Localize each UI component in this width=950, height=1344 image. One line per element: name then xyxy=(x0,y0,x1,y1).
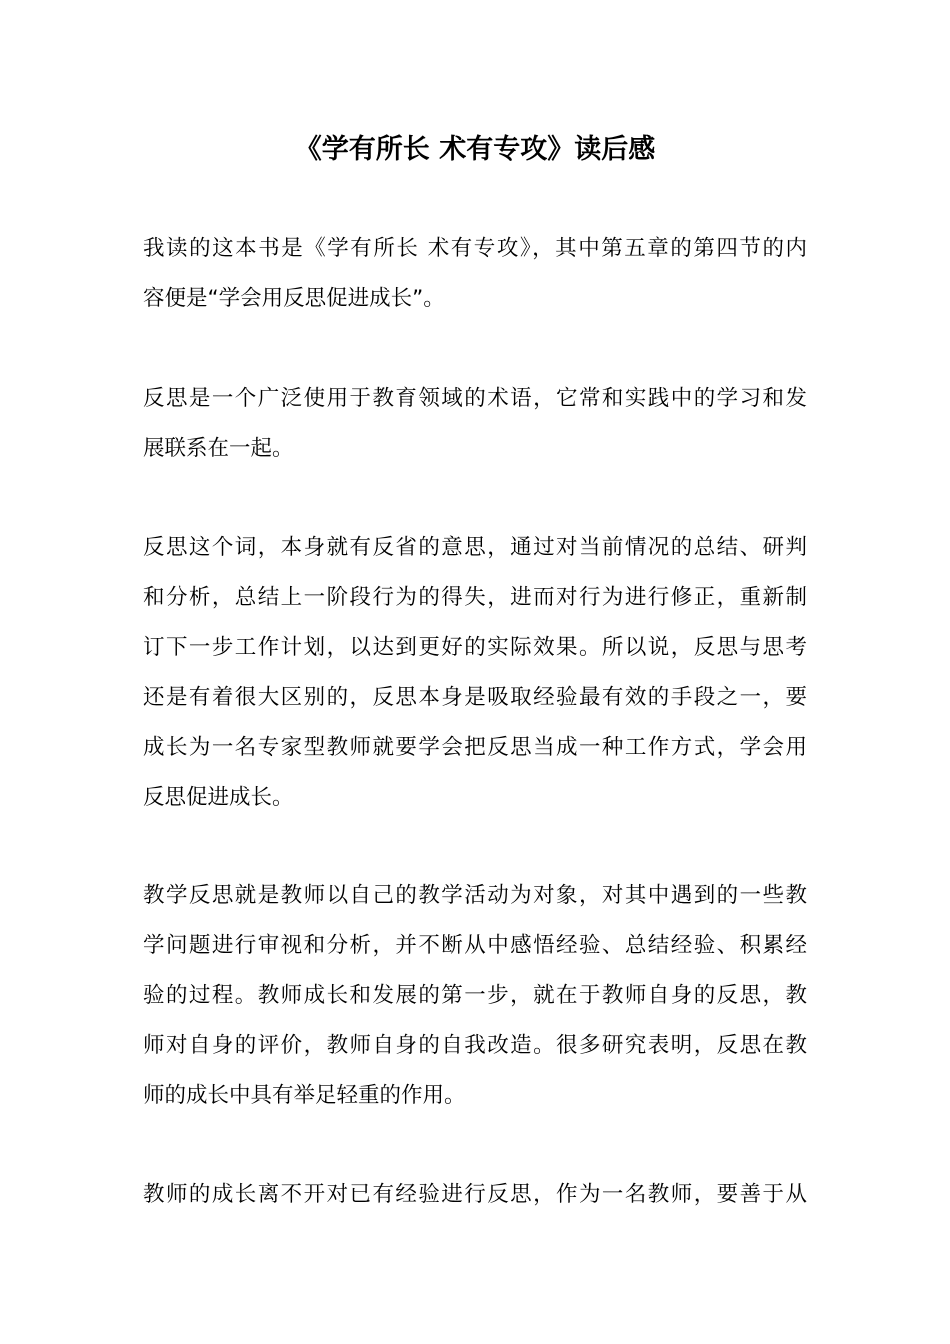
paragraph-line: 成长为一名专家型教师就要学会把反思当成一种工作方式，学会用 xyxy=(143,735,807,760)
paragraph-line: 和分析，总结上一阶段行为的得失，进而对行为进行修正，重新制 xyxy=(143,585,807,610)
paragraph-line: 验的过程。教师成长和发展的第一步，就在于教师自身的反思，教 xyxy=(143,983,807,1008)
paragraph-line: 师的成长中具有举足轻重的作用。 xyxy=(143,1083,466,1108)
paragraph-line: 订下一步工作计划，以达到更好的实际效果。所以说，反思与思考 xyxy=(143,635,807,660)
paragraph-line: 教学反思就是教师以自己的教学活动为对象，对其中遇到的一些教 xyxy=(143,883,807,908)
paragraph-line: 展联系在一起。 xyxy=(143,436,294,461)
paragraph-line: 学问题进行审视和分析，并不断从中感悟经验、总结经验、积累经 xyxy=(143,933,807,958)
paragraph-5 xyxy=(143,1170,807,1220)
paragraph-line: 反思是一个广泛使用于教育领域的术语，它常和实践中的学习和发 xyxy=(143,386,807,411)
paragraph-line: 反思这个词，本身就有反省的意思，通过对当前情况的总结、研判 xyxy=(143,535,807,560)
paragraph-4 xyxy=(143,871,807,1121)
paragraph-line: 我读的这本书是《学有所长 术有专攻》，其中第五章的第四节的内 xyxy=(143,236,807,261)
paragraph-3 xyxy=(143,523,807,823)
paragraph-line: 师对自身的评价，教师自身的自我改造。很多研究表明，反思在教 xyxy=(143,1033,807,1058)
paragraph-1 xyxy=(143,224,807,324)
document-title: 《学有所长 术有专攻》读后感 xyxy=(294,134,656,165)
paragraph-2 xyxy=(143,374,807,474)
paragraph-line: 还是有着很大区别的，反思本身是吸取经验最有效的手段之一，要 xyxy=(143,685,807,710)
paragraph-line: 教师的成长离不开对已有经验进行反思，作为一名教师，要善于从 xyxy=(143,1182,807,1207)
paragraph-line: 反思促进成长。 xyxy=(143,785,294,810)
paragraph-line: 容便是“学会用反思促进成长”。 xyxy=(143,286,445,311)
